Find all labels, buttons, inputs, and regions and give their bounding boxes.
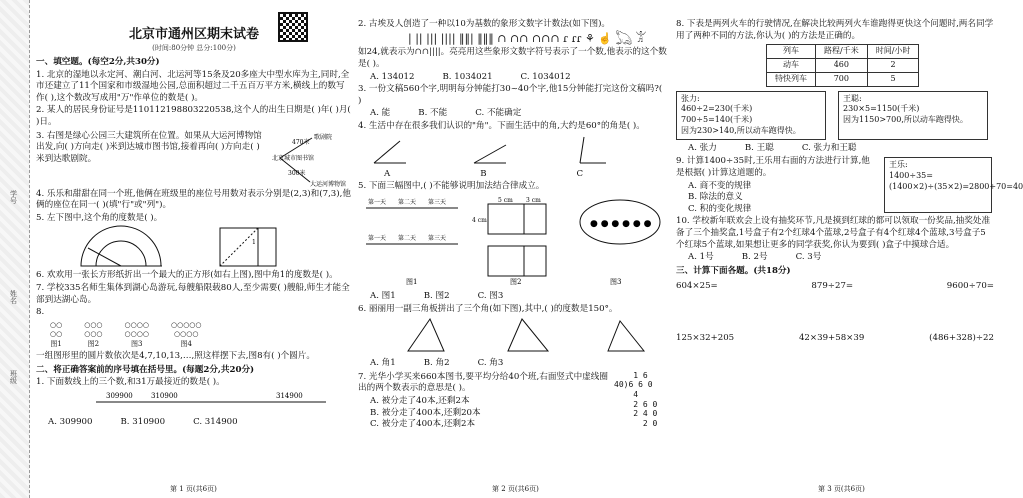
calc-item: 125×32+205 — [676, 332, 735, 343]
long-division-figure: 1 6 40)6 6 0 4 2 6 0 2 4 0 2 0 — [614, 370, 658, 428]
set-square-figures — [358, 317, 668, 353]
option-a: A. 张力 — [688, 142, 717, 153]
protractor-figure — [76, 226, 166, 268]
option-c: C. 角3 — [477, 358, 504, 369]
wangle-method: 王乐: 1400÷35=(1400×2)÷(35×2)=2800÷70=40 — [884, 157, 992, 213]
calc-item: 42×39+58×39 — [798, 332, 865, 343]
option-c: C. 图3 — [477, 291, 504, 302]
svg-text:5 cm: 5 cm — [498, 196, 513, 204]
question: 7. 学校335名师生集体到湖心岛游玩,每艘船限载80人,至少需要( )艘船,师生才能全部到达湖心岛。 — [36, 282, 350, 305]
binding-margin — [0, 0, 30, 498]
question: 1. 北京的湿地以永定河、潮白河、北运河等15条及20多座大中型水库为主,同时,全市还建立了11个国家和市级湿地公园,总面积超过二千五百万平方米,横线上的数写作( ),这个数改写成用"万"作单位的数是( )。 — [36, 69, 350, 103]
page-footer: 第 1 页(共6页) — [170, 484, 217, 493]
question: 3. 一份文稿560个字,明明每分钟能打30~40个字,他15分钟能打完这份文稿吗?( ) — [358, 84, 663, 106]
qr-code — [278, 12, 308, 42]
calc-item: 604×25= — [676, 281, 718, 292]
section-heading: 二、将正确答案前的序号填在括号里。(每题2分,共20分) — [36, 364, 255, 375]
svg-text:4 cm: 4 cm — [472, 216, 487, 224]
page-title: 北京市通州区期末试卷 — [128, 27, 259, 42]
page-subtitle: (时间:80分钟 总分:100分) — [152, 43, 236, 52]
binding-label: 班级 — [9, 370, 18, 384]
question: 2. 古埃及人创造了一种以10为基数的象形文数字计数法(如下图)。 — [358, 19, 611, 29]
option-c: C. 张力和王聪 — [801, 142, 857, 153]
question: 4. 乐乐和甜甜在同一个班,他俩在班级里的座位号用数对表示分别是(2,3)和(7,3),他俩的座位在同一( )(填"行"或"列")。 — [36, 188, 351, 211]
svg-text:第一天: 第一天 — [368, 198, 387, 206]
question: 10. 学校新年联欢会上设有抽奖环节,凡是摸到红球的都可以领取一份奖品,抽奖处准备了三个抽奖盒,1号盒子有2个红球4个蓝球,2号盒子有4个红球4个蓝球,3号盒子5个红球5个蓝球,如果想让更多的同学获奖,你认为要到( )盒子中摸球合适。 — [676, 216, 991, 250]
pattern-figure: ○○○○○ ○○○○ 图4 — [170, 320, 202, 348]
svg-text:● ● ● ● ● ●: ● ● ● ● ● ● — [590, 218, 652, 229]
option-b: B. 310900 — [120, 417, 166, 428]
option-a: A. 图1 — [370, 291, 396, 302]
option-c: C. 3号 — [795, 252, 822, 263]
angle-photo-b — [470, 135, 510, 167]
train-table: 列车 路程/千米 时间/小时 动车 460 2 特快列车 700 5 — [766, 44, 919, 86]
calc-item: 879÷27= — [811, 281, 854, 292]
svg-text:310900: 310900 — [151, 391, 178, 400]
pattern-figure: ○○ ○○ 图1 — [50, 320, 63, 348]
question: 5. 左下图中,这个角的度数是( )。 — [36, 212, 163, 223]
park-map-figure — [270, 130, 350, 188]
question: 如24,就表示为∩∩||||。亮亮用这些象形文数字符号表示了一个数,他表示的这个数是( )。 — [358, 47, 667, 70]
question: 2. 某人的居民身份证号是110112198803220538,这个人的出生日期是( )年( )月( )日。 — [36, 105, 351, 127]
map-label: 歌剧院 — [314, 133, 333, 141]
pattern-figure: ○○○○ ○○○○ 图3 — [124, 320, 149, 348]
map-label: 大运河博物馆 — [310, 180, 347, 188]
page-3 — [676, 18, 1023, 348]
page-2 — [358, 18, 668, 431]
egyptian-glyphs: | || ||| |||| ‖‖| ‖‖‖ ∩ ∩∩ ∩∩∩ ɾ ɾɾ ⚘ ☝ 𓆏 𓀠 — [408, 31, 647, 45]
option-a: A. 134012 — [370, 71, 415, 82]
option-b: B. 被分走了400本,还剩20本 — [370, 407, 481, 418]
calc-item: 9600÷70= — [946, 281, 994, 292]
calc-item: (486+328)÷22 — [929, 332, 994, 343]
question: 4. 生活中存在很多我们认识的"角"。下面生活中的角,大约是60°的角是( )。 — [358, 121, 645, 131]
option-c: C. 314900 — [193, 417, 238, 428]
question: 3. 右图是绿心公园三大建筑所在位置。如果从大运河博物馆出发,向( )方向走( )米到达城市图书馆,接着再向( )方向走( )米到达歌剧院。 — [36, 130, 262, 164]
option-c: C — [576, 168, 584, 179]
option-c: C. 积的变化规律 — [688, 203, 752, 214]
question: 1. 下面数线上的三个数,和31万最接近的数是( )。 — [36, 377, 225, 388]
question: 6. 丽丽用一副三角板拼出了三个角(如下图),其中,( )的度数是150°。 — [358, 303, 618, 314]
svg-text:图2: 图2 — [510, 277, 522, 286]
map-label: 300米 — [288, 169, 306, 177]
binding-label: 学号 — [9, 190, 18, 204]
svg-text:3 cm: 3 cm — [526, 196, 541, 204]
option-b: B — [480, 168, 487, 179]
angle-photo-c — [570, 135, 610, 167]
option-a: A. 1号 — [688, 252, 714, 263]
svg-text:图1: 图1 — [406, 277, 418, 286]
option-b: B. 图2 — [423, 291, 450, 302]
question: 一组图形里的圆片数依次是4,7,10,13,…,照这样摆下去,图8有( )个圆片。 — [36, 351, 315, 362]
angle-photo-a — [370, 135, 410, 167]
question: 8. 下表是两列火车的行驶情况,在解决比较两列火车谁跑得更快这个问题时,两名同学用了两种不同的方法,你认为( )的方法是正确的。 — [676, 19, 994, 41]
option-c: C. 被分走了400本,还剩2本 — [370, 419, 476, 430]
question: 9. 计算1400÷35时,王乐用右面的方法进行计算,他是根据( )计算这道题的。 — [676, 156, 870, 178]
option-a: A. 商不变的规律 — [688, 180, 752, 191]
svg-text:图3: 图3 — [610, 277, 622, 286]
folded-paper-figure — [212, 226, 282, 268]
page-footer: 第 3 页(共6页) — [818, 484, 865, 493]
option-b: B. 1034021 — [442, 71, 493, 82]
option-b: B. 不能 — [418, 108, 448, 119]
option-a: A. 能 — [370, 108, 391, 119]
option-a: A. 角1 — [370, 358, 396, 369]
option-b: B. 2号 — [741, 252, 768, 263]
page-footer: 第 2 页(共6页) — [492, 484, 539, 493]
binding-label: 姓名 — [9, 290, 18, 304]
zhangli-method: 张力: 460÷2=230(千米) 700÷5=140(千米) 因为230>140,所以动车跑得快。 — [676, 91, 826, 140]
svg-text:第二天: 第二天 — [398, 234, 417, 242]
question: 5. 下面三幅图中,( )不能够说明加法结合律成立。 — [358, 181, 545, 192]
svg-text:第三天: 第三天 — [428, 198, 447, 206]
svg-text:第一天: 第一天 — [368, 234, 387, 242]
option-b: B. 角2 — [423, 358, 450, 369]
map-label: 北京城市图书馆 — [272, 154, 315, 162]
section-heading: 三、计算下面各题。(共18分) — [676, 265, 791, 276]
svg-text:314900: 314900 — [276, 391, 303, 400]
question: 8. — [36, 307, 45, 318]
associative-law-figures — [358, 194, 668, 286]
option-c: C. 不能确定 — [475, 108, 522, 119]
page-1 — [36, 18, 352, 430]
option-b: B. 除法的意义 — [688, 192, 743, 203]
option-b: B. 王聪 — [744, 142, 774, 153]
svg-text:309900: 309900 — [106, 391, 133, 400]
option-c: C. 1034012 — [520, 71, 571, 82]
option-a: A. 309900 — [48, 417, 93, 428]
svg-text:第二天: 第二天 — [398, 198, 417, 206]
question: 6. 欢欢用一张长方形纸折出一个最大的正方形(如右上图),图中角1的度数是( )。 — [36, 270, 338, 281]
svg-text:第三天: 第三天 — [428, 234, 447, 242]
question: 7. 光华小学买来660本图书,要平均分给40个班,右面竖式中虚线圈出的两个数表示的意思是( )。 — [358, 371, 608, 394]
section-heading: 一、填空题。(每空2分,共30分) — [36, 56, 160, 67]
pattern-figure: ○○○ ○○○ 图2 — [84, 320, 103, 348]
number-line-figure — [36, 390, 336, 412]
option-a: A — [384, 168, 391, 179]
svg-text:1: 1 — [252, 239, 256, 247]
wangcong-method: 王聪: 230×5=1150(千米) 因为1150>700,所以动车跑得快。 — [838, 91, 988, 140]
option-a: A. 被分走了40本,还剩2本 — [370, 395, 470, 406]
map-label: 470米 — [292, 138, 310, 146]
